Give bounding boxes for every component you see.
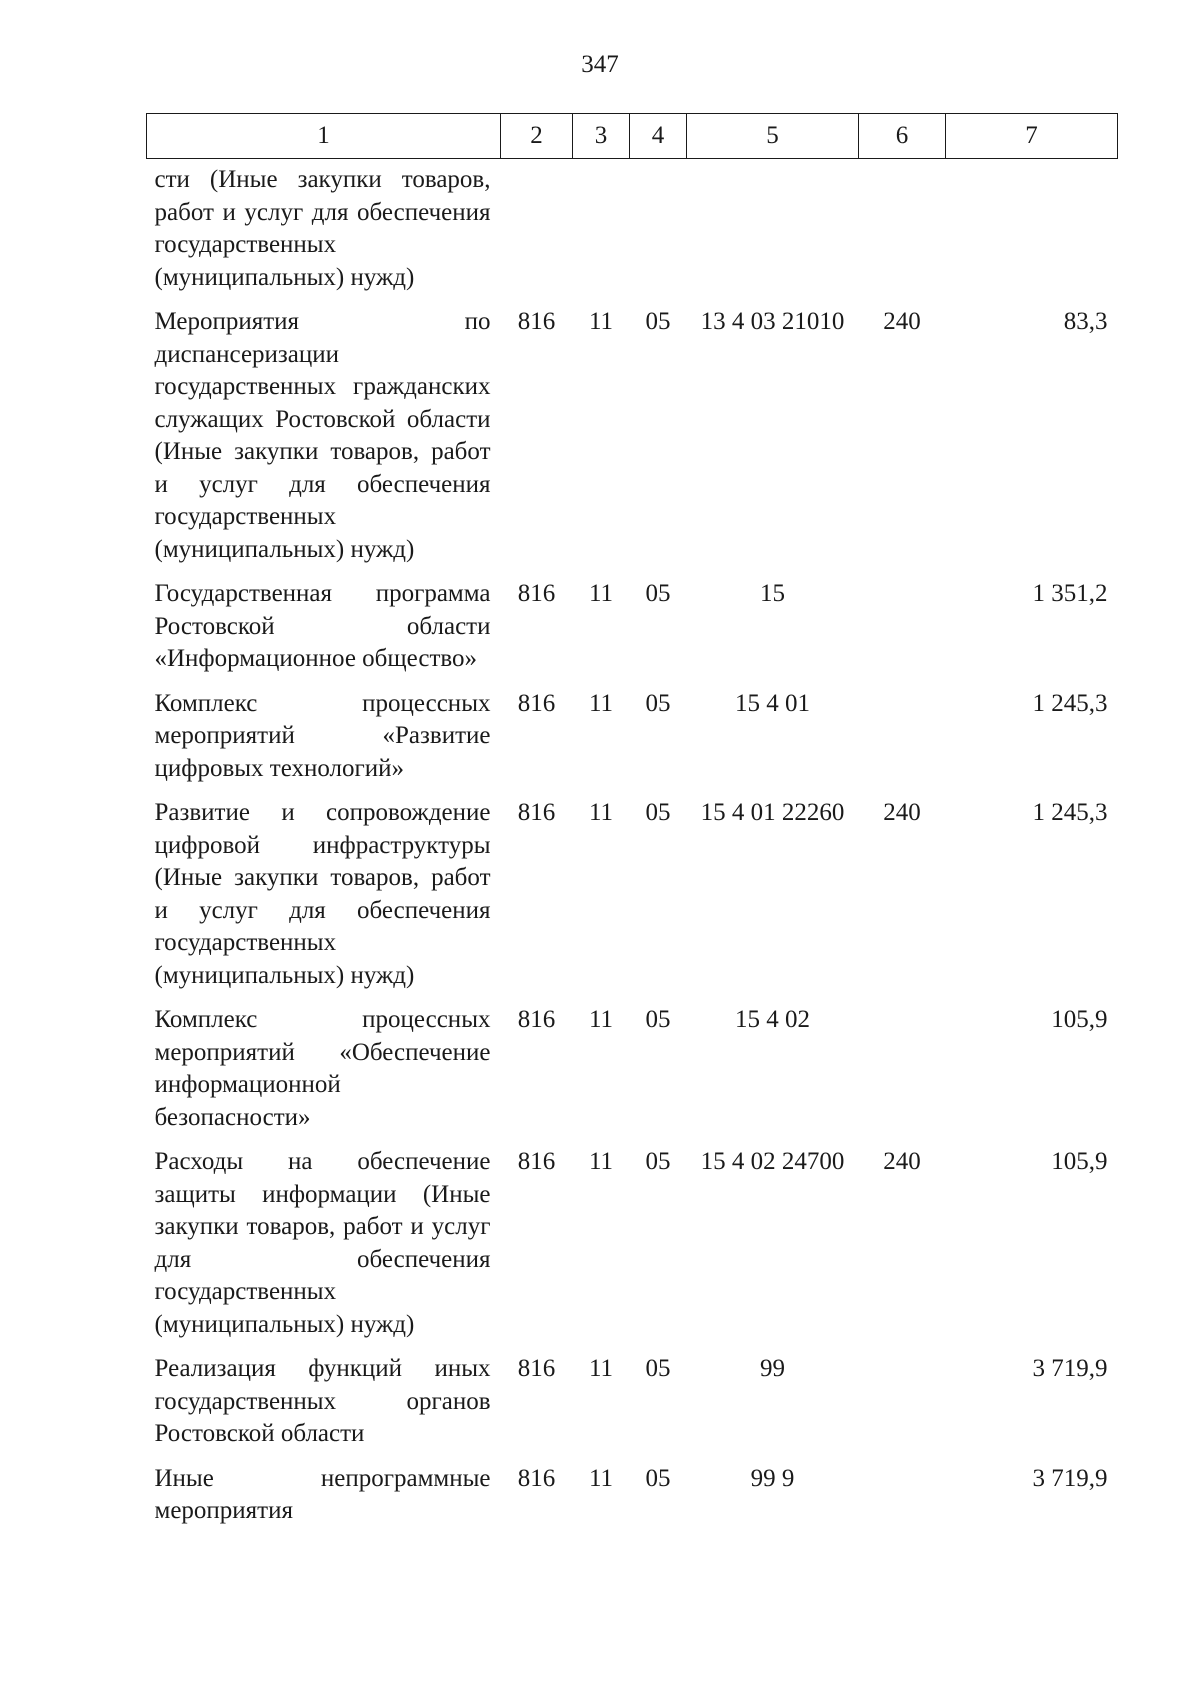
subsection-cell: 05: [645, 689, 671, 717]
target-article-cell: 15 4 01 22260: [700, 799, 845, 826]
subsection-cell: 05: [645, 1006, 671, 1033]
expense-type-cell: [859, 578, 946, 688]
target-article-cell: 15 4 01: [735, 689, 810, 717]
section-cell: 11: [588, 1006, 614, 1033]
table-row: [147, 1146, 1118, 1353]
table-row: [147, 797, 1118, 1004]
table-row: [147, 306, 1118, 578]
target-article-cell: 99 9: [750, 1464, 795, 1492]
row-name-cell: Государственная программа Ростовской области «Информационное общество»: [154, 580, 491, 672]
row-name-cell: сти (Иные закупки товаров, работ и услуг для обеспечения государственных (муниципальных) нужд): [154, 166, 491, 291]
column-header-5: 5: [687, 114, 859, 159]
subsection-cell: 05: [645, 799, 671, 826]
subsection-cell: [630, 159, 687, 307]
expense-type-cell: [859, 1004, 946, 1146]
amount-cell: 3 719,9: [1032, 1464, 1108, 1492]
amount-cell: 1 245,3: [1032, 799, 1108, 826]
section-cell: 11: [588, 1464, 614, 1492]
expense-type-cell: [859, 159, 946, 307]
expense-type-cell: 240: [883, 1148, 921, 1175]
admin-code-cell: 816: [517, 1148, 556, 1175]
column-header-7: 7: [946, 114, 1118, 159]
amount-cell: 83,3: [1063, 308, 1108, 335]
section-cell: 11: [588, 799, 614, 826]
section-cell: 11: [588, 689, 614, 717]
budget-table: [146, 113, 1118, 1540]
row-name-cell: Иные непрограммные мероприятия: [154, 1464, 491, 1524]
section-cell: 11: [588, 1355, 614, 1382]
admin-code-cell: 816: [517, 308, 556, 335]
admin-code-cell: 816: [517, 689, 556, 717]
table-row: [147, 159, 1118, 307]
amount-cell: [946, 159, 1118, 307]
admin-code-cell: [501, 159, 573, 307]
page-number: 347: [581, 51, 619, 78]
column-header-4: 4: [630, 114, 687, 159]
row-name-cell: Расходы на обеспечение защиты информации (Иные закупки товаров, работ и услуг для обеспечения государственных (муниципальных) нужд): [154, 1148, 491, 1338]
table-row: [147, 1004, 1118, 1146]
expense-type-cell: [859, 1463, 946, 1540]
amount-cell: 1 245,3: [1032, 689, 1108, 717]
target-article-cell: 15: [760, 580, 785, 607]
target-article-cell: 99: [760, 1355, 785, 1382]
target-article-cell: 13 4 03 21010: [700, 308, 845, 335]
row-name-cell: Комплекс процессных мероприятий «Развитие цифровых технологий»: [154, 689, 491, 782]
subsection-cell: 05: [645, 1355, 671, 1382]
table-header-row: [147, 114, 1118, 159]
table-row: [147, 1463, 1118, 1540]
table-body: [147, 159, 1118, 1540]
row-name-cell: Реализация функций иных государственных органов Ростовской области: [154, 1355, 491, 1447]
target-article-cell: 15 4 02: [735, 1006, 810, 1033]
column-header-1: 1: [147, 114, 501, 159]
expense-type-cell: [859, 1353, 946, 1463]
expense-type-cell: 240: [883, 308, 921, 335]
section-cell: 11: [588, 1148, 614, 1175]
row-name-cell: Мероприятия по диспансеризации государственных гражданских служащих Ростовской области (Иные закупки товаров, работ и услуг для обеспечения государственных (муниципальных) нужд): [154, 308, 491, 563]
amount-cell: 105,9: [1051, 1006, 1108, 1033]
column-header-2: 2: [501, 114, 573, 159]
subsection-cell: 05: [645, 1464, 671, 1492]
section-cell: 11: [588, 308, 614, 335]
expense-type-cell: [859, 688, 946, 798]
subsection-cell: 05: [645, 308, 671, 335]
table-row: [147, 1353, 1118, 1463]
admin-code-cell: 816: [517, 799, 556, 826]
amount-cell: 3 719,9: [1032, 1355, 1108, 1382]
subsection-cell: 05: [645, 1148, 671, 1175]
admin-code-cell: 816: [517, 1464, 556, 1492]
admin-code-cell: 816: [517, 1006, 556, 1033]
table-row: [147, 578, 1118, 688]
section-cell: 11: [588, 580, 614, 607]
expense-type-cell: 240: [883, 799, 921, 826]
section-cell: [573, 159, 630, 307]
table-row: [147, 688, 1118, 798]
row-name-cell: Развитие и сопровождение цифровой инфраструктуры (Иные закупки товаров, работ и услуг для обеспечения государственных (муниципальных) нужд): [154, 799, 491, 989]
admin-code-cell: 816: [517, 580, 556, 607]
amount-cell: 105,9: [1051, 1148, 1108, 1175]
target-article-cell: 15 4 02 24700: [700, 1148, 845, 1175]
column-header-3: 3: [573, 114, 630, 159]
admin-code-cell: 816: [517, 1355, 556, 1382]
amount-cell: 1 351,2: [1032, 580, 1108, 607]
column-header-6: 6: [859, 114, 946, 159]
subsection-cell: 05: [645, 580, 671, 607]
row-name-cell: Комплекс процессных мероприятий «Обеспечение информационной безопасности»: [154, 1006, 491, 1131]
target-article-cell: [687, 159, 859, 307]
